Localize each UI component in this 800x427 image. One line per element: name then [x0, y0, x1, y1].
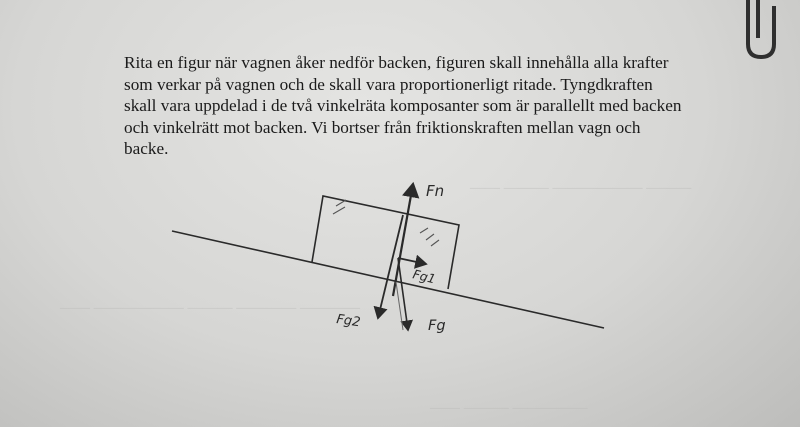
gravity-arrow — [398, 258, 408, 330]
show-through-text: ——— —————— ——— —— — [470, 180, 692, 196]
cart-shine-mark — [333, 200, 439, 246]
task-line: och vinkelrätt mot backen. Vi bortser från friktionskraften mellan vagn och — [124, 117, 641, 137]
normal-force-arrow — [393, 184, 413, 296]
task-line: skall vara uppdelad i de två vinkelräta komposanter som är parallellt med backen — [124, 96, 682, 115]
task-line: Rita en figur när vagnen åker nedför backen, figuren skall innehålla alla krafter — [124, 53, 669, 72]
perpendicular-component-label: Fg2 — [335, 312, 362, 331]
task-line: backe. — [124, 139, 169, 158]
task-line: som verkar på vagnen och de skall vara proportionerligt ritade. Tyngdkraften — [124, 74, 653, 94]
parallel-component-arrow — [398, 258, 426, 264]
normal-force-label: Fn — [426, 182, 445, 200]
parallel-component-label: Fg1 — [411, 266, 438, 287]
cart-box — [312, 196, 459, 289]
gravity-label: Fg — [428, 318, 446, 334]
show-through-text: ————— ——— —— — [430, 400, 588, 416]
show-through-text: ———— ———— ——— —————— —— — [60, 300, 360, 316]
